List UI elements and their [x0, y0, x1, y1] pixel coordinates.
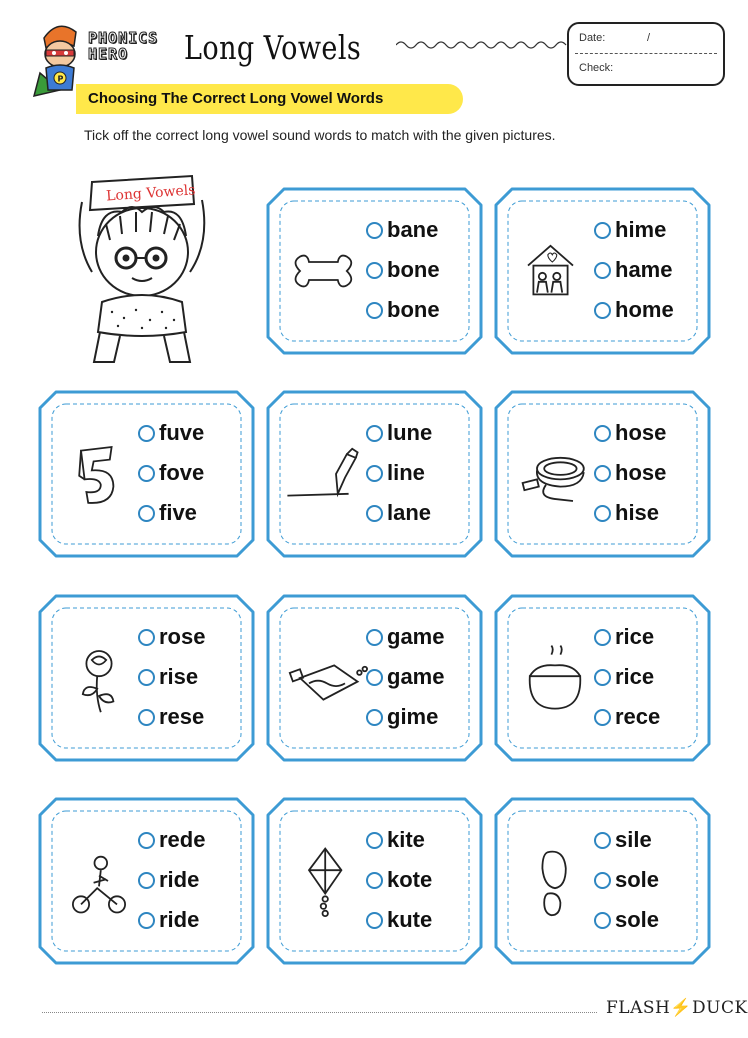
- answer-option[interactable]: [594, 697, 706, 737]
- sole-picture-icon: [510, 835, 600, 927]
- rose-picture-icon: [54, 632, 144, 724]
- tick-circle-icon[interactable]: [138, 912, 155, 929]
- tick-circle-icon[interactable]: [594, 912, 611, 929]
- tick-circle-icon[interactable]: [594, 872, 611, 889]
- option-word: rose: [159, 624, 206, 649]
- exercise-card-ride: [38, 797, 255, 965]
- option-word: fove: [159, 460, 205, 485]
- wavy-divider: [396, 38, 568, 52]
- answer-option[interactable]: [366, 860, 478, 900]
- tick-circle-icon[interactable]: [138, 629, 155, 646]
- exercise-card-rice: [494, 594, 711, 762]
- date-check-box: [567, 22, 725, 86]
- answer-option[interactable]: [594, 250, 706, 290]
- answer-option[interactable]: [138, 820, 250, 860]
- phonics-hero-logo: [88, 30, 184, 70]
- tick-circle-icon[interactable]: [366, 709, 383, 726]
- option-word: hose: [615, 420, 667, 445]
- game-picture-icon: [282, 632, 372, 724]
- answer-option[interactable]: [138, 617, 250, 657]
- tick-circle-icon[interactable]: [366, 465, 383, 482]
- answer-option[interactable]: [594, 413, 706, 453]
- exercise-card-hose: [494, 390, 711, 558]
- answer-options: [366, 413, 478, 533]
- tick-circle-icon[interactable]: [366, 302, 383, 319]
- option-word: kute: [387, 907, 433, 932]
- exercise-card-sole: [494, 797, 711, 965]
- option-word: hise: [615, 500, 660, 525]
- option-word: kite: [387, 827, 425, 852]
- answer-option[interactable]: [138, 900, 250, 940]
- answer-option[interactable]: [594, 900, 706, 940]
- brand-line-2: HERO: [88, 45, 129, 63]
- option-word: hose: [615, 460, 667, 485]
- tick-circle-icon[interactable]: [594, 832, 611, 849]
- date-label: Date:: [579, 32, 606, 44]
- logo-left-text: FLASH: [606, 998, 671, 1018]
- option-word: gime: [387, 704, 439, 729]
- answer-option[interactable]: [366, 413, 478, 453]
- answer-option[interactable]: [366, 453, 478, 493]
- home-picture-icon: [510, 225, 600, 317]
- answer-option[interactable]: [594, 493, 706, 533]
- answer-option[interactable]: [138, 697, 250, 737]
- option-word: ride: [159, 867, 200, 892]
- answer-option[interactable]: [138, 453, 250, 493]
- answer-options: [138, 413, 250, 533]
- footer-divider: [42, 1012, 597, 1013]
- answer-option[interactable]: [594, 453, 706, 493]
- option-word: hame: [615, 257, 673, 282]
- exercise-card-rose: [38, 594, 255, 762]
- tick-circle-icon[interactable]: [138, 709, 155, 726]
- answer-options: [366, 210, 478, 330]
- exercise-card-home: [494, 187, 711, 355]
- tick-circle-icon[interactable]: [594, 222, 611, 239]
- tick-circle-icon[interactable]: [138, 669, 155, 686]
- option-word: game: [387, 624, 445, 649]
- answer-option[interactable]: [594, 657, 706, 697]
- date-divider: [575, 53, 717, 54]
- option-word: kote: [387, 867, 433, 892]
- option-word: rece: [615, 704, 661, 729]
- rice-picture-icon: [510, 632, 600, 724]
- tick-circle-icon[interactable]: [138, 465, 155, 482]
- option-word: five: [159, 500, 197, 525]
- option-word: ride: [159, 907, 200, 932]
- tick-circle-icon[interactable]: [366, 505, 383, 522]
- option-word: bane: [387, 217, 439, 242]
- hose-picture-icon: [510, 428, 600, 520]
- tick-circle-icon[interactable]: [366, 629, 383, 646]
- option-word: game: [387, 664, 445, 689]
- tick-circle-icon[interactable]: [366, 912, 383, 929]
- tick-circle-icon[interactable]: [594, 505, 611, 522]
- tick-circle-icon[interactable]: [138, 872, 155, 889]
- boy-holding-sign-illustration: [62, 162, 222, 372]
- option-word: sole: [615, 907, 660, 932]
- option-word: fuve: [159, 420, 205, 445]
- option-word: rese: [159, 704, 205, 729]
- logo-right-text: DUCK: [692, 998, 748, 1018]
- answer-option[interactable]: [594, 210, 706, 250]
- option-word: bone: [387, 297, 440, 322]
- exercise-card-bone: [266, 187, 483, 355]
- option-word: bone: [387, 257, 440, 282]
- exercise-card-kite: [266, 797, 483, 965]
- answer-options: [594, 617, 706, 737]
- answer-option[interactable]: [594, 617, 706, 657]
- subtitle: Choosing The Correct Long Vowel Words: [88, 90, 384, 107]
- tick-circle-icon[interactable]: [366, 262, 383, 279]
- option-word: rede: [159, 827, 206, 852]
- option-word: sile: [615, 827, 652, 852]
- sign-text: Long Vowels: [105, 182, 196, 205]
- bolt-icon: ⚡: [670, 998, 693, 1018]
- answer-option[interactable]: [138, 860, 250, 900]
- answer-option[interactable]: [138, 413, 250, 453]
- answer-options: [138, 617, 250, 737]
- answer-options: [594, 413, 706, 533]
- option-word: line: [387, 460, 425, 485]
- tick-circle-icon[interactable]: [366, 832, 383, 849]
- brand-line-1: PHONICS: [88, 29, 159, 47]
- tick-circle-icon[interactable]: [594, 709, 611, 726]
- subtitle-banner: [76, 84, 463, 114]
- answer-option[interactable]: [366, 657, 478, 697]
- answer-option[interactable]: [366, 210, 478, 250]
- exercise-card-five: [38, 390, 255, 558]
- answer-options: [594, 820, 706, 940]
- answer-option[interactable]: [138, 657, 250, 697]
- answer-option[interactable]: [366, 617, 478, 657]
- tick-circle-icon[interactable]: [594, 629, 611, 646]
- line-picture-icon: [282, 428, 372, 520]
- option-word: rice: [615, 664, 655, 689]
- check-label: Check:: [579, 62, 614, 74]
- option-word: lane: [387, 500, 432, 525]
- kite-picture-icon: [282, 835, 372, 927]
- five-picture-icon: [54, 428, 144, 520]
- exercise-card-line: [266, 390, 483, 558]
- tick-circle-icon[interactable]: [366, 872, 383, 889]
- svg-text:P: P: [57, 74, 64, 84]
- page-title: Long Vowels: [184, 28, 362, 67]
- answer-option[interactable]: [366, 900, 478, 940]
- tick-circle-icon[interactable]: [138, 505, 155, 522]
- answer-option[interactable]: [138, 493, 250, 533]
- answer-options: [366, 820, 478, 940]
- answer-option[interactable]: [366, 250, 478, 290]
- tick-circle-icon[interactable]: [366, 425, 383, 442]
- answer-option[interactable]: [594, 290, 706, 330]
- ride-picture-icon: [54, 835, 144, 927]
- option-word: lune: [387, 420, 433, 445]
- tick-circle-icon[interactable]: [138, 425, 155, 442]
- answer-option[interactable]: [594, 860, 706, 900]
- tick-circle-icon[interactable]: [594, 262, 611, 279]
- tick-circle-icon[interactable]: [594, 302, 611, 319]
- tick-circle-icon[interactable]: [366, 222, 383, 239]
- tick-circle-icon[interactable]: [594, 669, 611, 686]
- tick-circle-icon[interactable]: [138, 832, 155, 849]
- bone-picture-icon: [282, 225, 372, 317]
- date-slash: /: [647, 32, 651, 44]
- answer-option[interactable]: [366, 493, 478, 533]
- option-word: home: [615, 297, 674, 322]
- option-word: sole: [615, 867, 660, 892]
- answer-option[interactable]: [594, 820, 706, 860]
- answer-options: [594, 210, 706, 330]
- option-word: rise: [159, 664, 199, 689]
- answer-options: [138, 820, 250, 940]
- exercise-card-game: [266, 594, 483, 762]
- flashduck-logo: [606, 998, 748, 1018]
- tick-circle-icon[interactable]: [594, 425, 611, 442]
- tick-circle-icon[interactable]: [366, 669, 383, 686]
- instructions: Tick off the correct long vowel sound words to match with the given pictures.: [84, 127, 556, 143]
- option-word: hime: [615, 217, 667, 242]
- answer-option[interactable]: [366, 697, 478, 737]
- answer-options: [366, 617, 478, 737]
- answer-option[interactable]: [366, 290, 478, 330]
- answer-option[interactable]: [366, 820, 478, 860]
- tick-circle-icon[interactable]: [594, 465, 611, 482]
- option-word: rice: [615, 624, 655, 649]
